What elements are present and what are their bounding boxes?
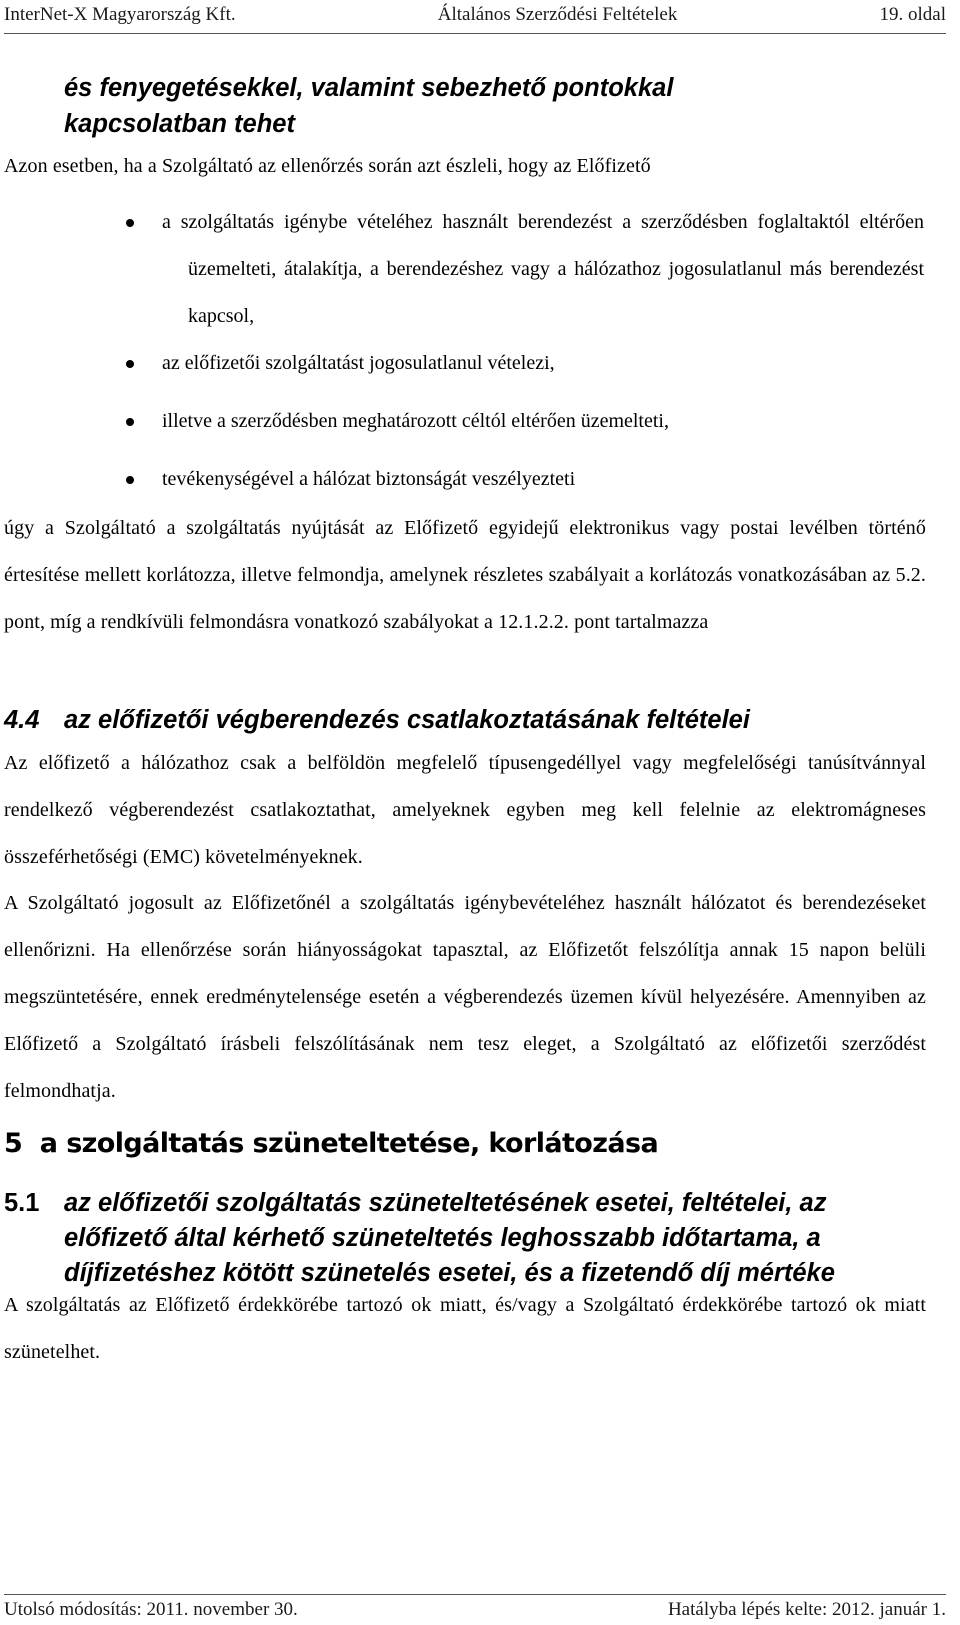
after-bullets-paragraph: úgy a Szolgáltató a szolgáltatás nyújtását az Előfizető egyidejű elektronikus vagy postai levélben történő értesítése mellett korlátozza, illetve felmondja, amelynek részletes szabályait a korlátozás vonatkozásában az 5.2. pont, míg a rendkívüli felmondásra vonatkozó szabályokat a 12.1.2.2. pont tartalmazza — [4, 517, 926, 633]
page-footer — [4, 1594, 946, 1625]
page-header — [4, 4, 946, 34]
bullet-marker — [126, 418, 134, 426]
section-5-title: a szolgáltatás szüneteltetése, korlátozása — [39, 1128, 659, 1159]
bullet-item-1-text: a szolgáltatás igénybe vételéhez használt berendezést a szerződésben foglaltaktól eltérően üzemelteti, átalakítja, a berendezéshez vagy a hálózathoz jogosulatlanul más berendezést kapcsol, — [162, 211, 924, 327]
header-page-number: 19. oldal — [879, 4, 946, 25]
footer-effective-date: Hatályba lépés kelte: 2012. január 1. — [667, 1599, 946, 1620]
header-company: InterNet-X Magyarország Kft. — [4, 4, 236, 25]
intro-sentence: Azon esetben, ha a Szolgáltató az ellenőrzés során azt észleli, hogy az Előfizető — [4, 155, 651, 177]
bullet-item-1 — [162, 199, 924, 340]
section-4-4-paragraph-2: A Szolgáltató jogosult az Előfizetőnél a szolgáltatás igénybevételéhez használt hálózatot és berendezéseket ellenőrizni. Ha ellenőrzése során hiányosságokat tapasztal, az Előfizetőt felszólítja annak 15 napon belüli megszüntetésére, ennek eredménytelensége esetén a végberendezés üzemen kívül helyezésére. Amennyiben az Előfizető a Szolgáltató írásbeli felszólításának nem tesz eleget, a Szolgáltató az előfizetői szerződést felmondhatja. — [4, 892, 926, 1102]
section-5-heading — [4, 1120, 904, 1168]
bullet-item-4: tevékenységével a hálózat biztonságát veszélyezteti — [162, 468, 576, 490]
section-4-4-title: az előfizetői végberendezés csatlakoztatásának feltételei — [64, 706, 750, 734]
section-5-number: 5 — [4, 1128, 23, 1159]
section-4-4-paragraph-1: Az előfizető a hálózathoz csak a belföldön megfelelő típusengedéllyel vagy megfelelőségi tanúsítvánnyal rendelkező végberendezést csatlakoztathat, amelyeknek egyben meg kell felelnie az elektromágneses összeférhetőségi (EMC) követelményeknek. — [4, 752, 926, 868]
header-doc-title: Általános Szerződési Feltételek — [437, 4, 678, 25]
bullet-marker — [126, 219, 134, 227]
section-5-1-number: 5.1 — [4, 1189, 40, 1217]
section-4-4-heading — [4, 702, 944, 738]
bullet-marker — [126, 476, 134, 484]
intro-heading-line-1: és fenyegetésekkel, valamint sebezhető pontokkal — [64, 74, 674, 102]
bullet-item-3: illetve a szerződésben meghatározott céltól eltérően üzemelteti, — [162, 410, 669, 432]
section-4-4-number: 4.4 — [4, 706, 40, 734]
footer-last-modified: Utolsó módosítás: 2011. november 30. — [4, 1599, 298, 1620]
intro-heading-line-2: kapcsolatban tehet — [64, 110, 295, 138]
section-5-1-title: az előfizetői szolgáltatás szüneteltetésének esetei, feltételei, az előfizető által kérhető szüneteltetés leghosszabb időtartama, a díjfizetéshez kötött szünetelés esetei, és a fizetendő díj mértéke — [64, 1189, 835, 1287]
section-5-1-paragraph: A szolgáltatás az Előfizető érdekkörébe tartozó ok miatt, és/vagy a Szolgáltató érdekkörébe tartozó ok miatt szünetelhet. — [4, 1294, 926, 1363]
bullet-marker — [126, 360, 134, 368]
bullet-item-2: az előfizetői szolgáltatást jogosulatlanul vételezi, — [162, 352, 555, 374]
